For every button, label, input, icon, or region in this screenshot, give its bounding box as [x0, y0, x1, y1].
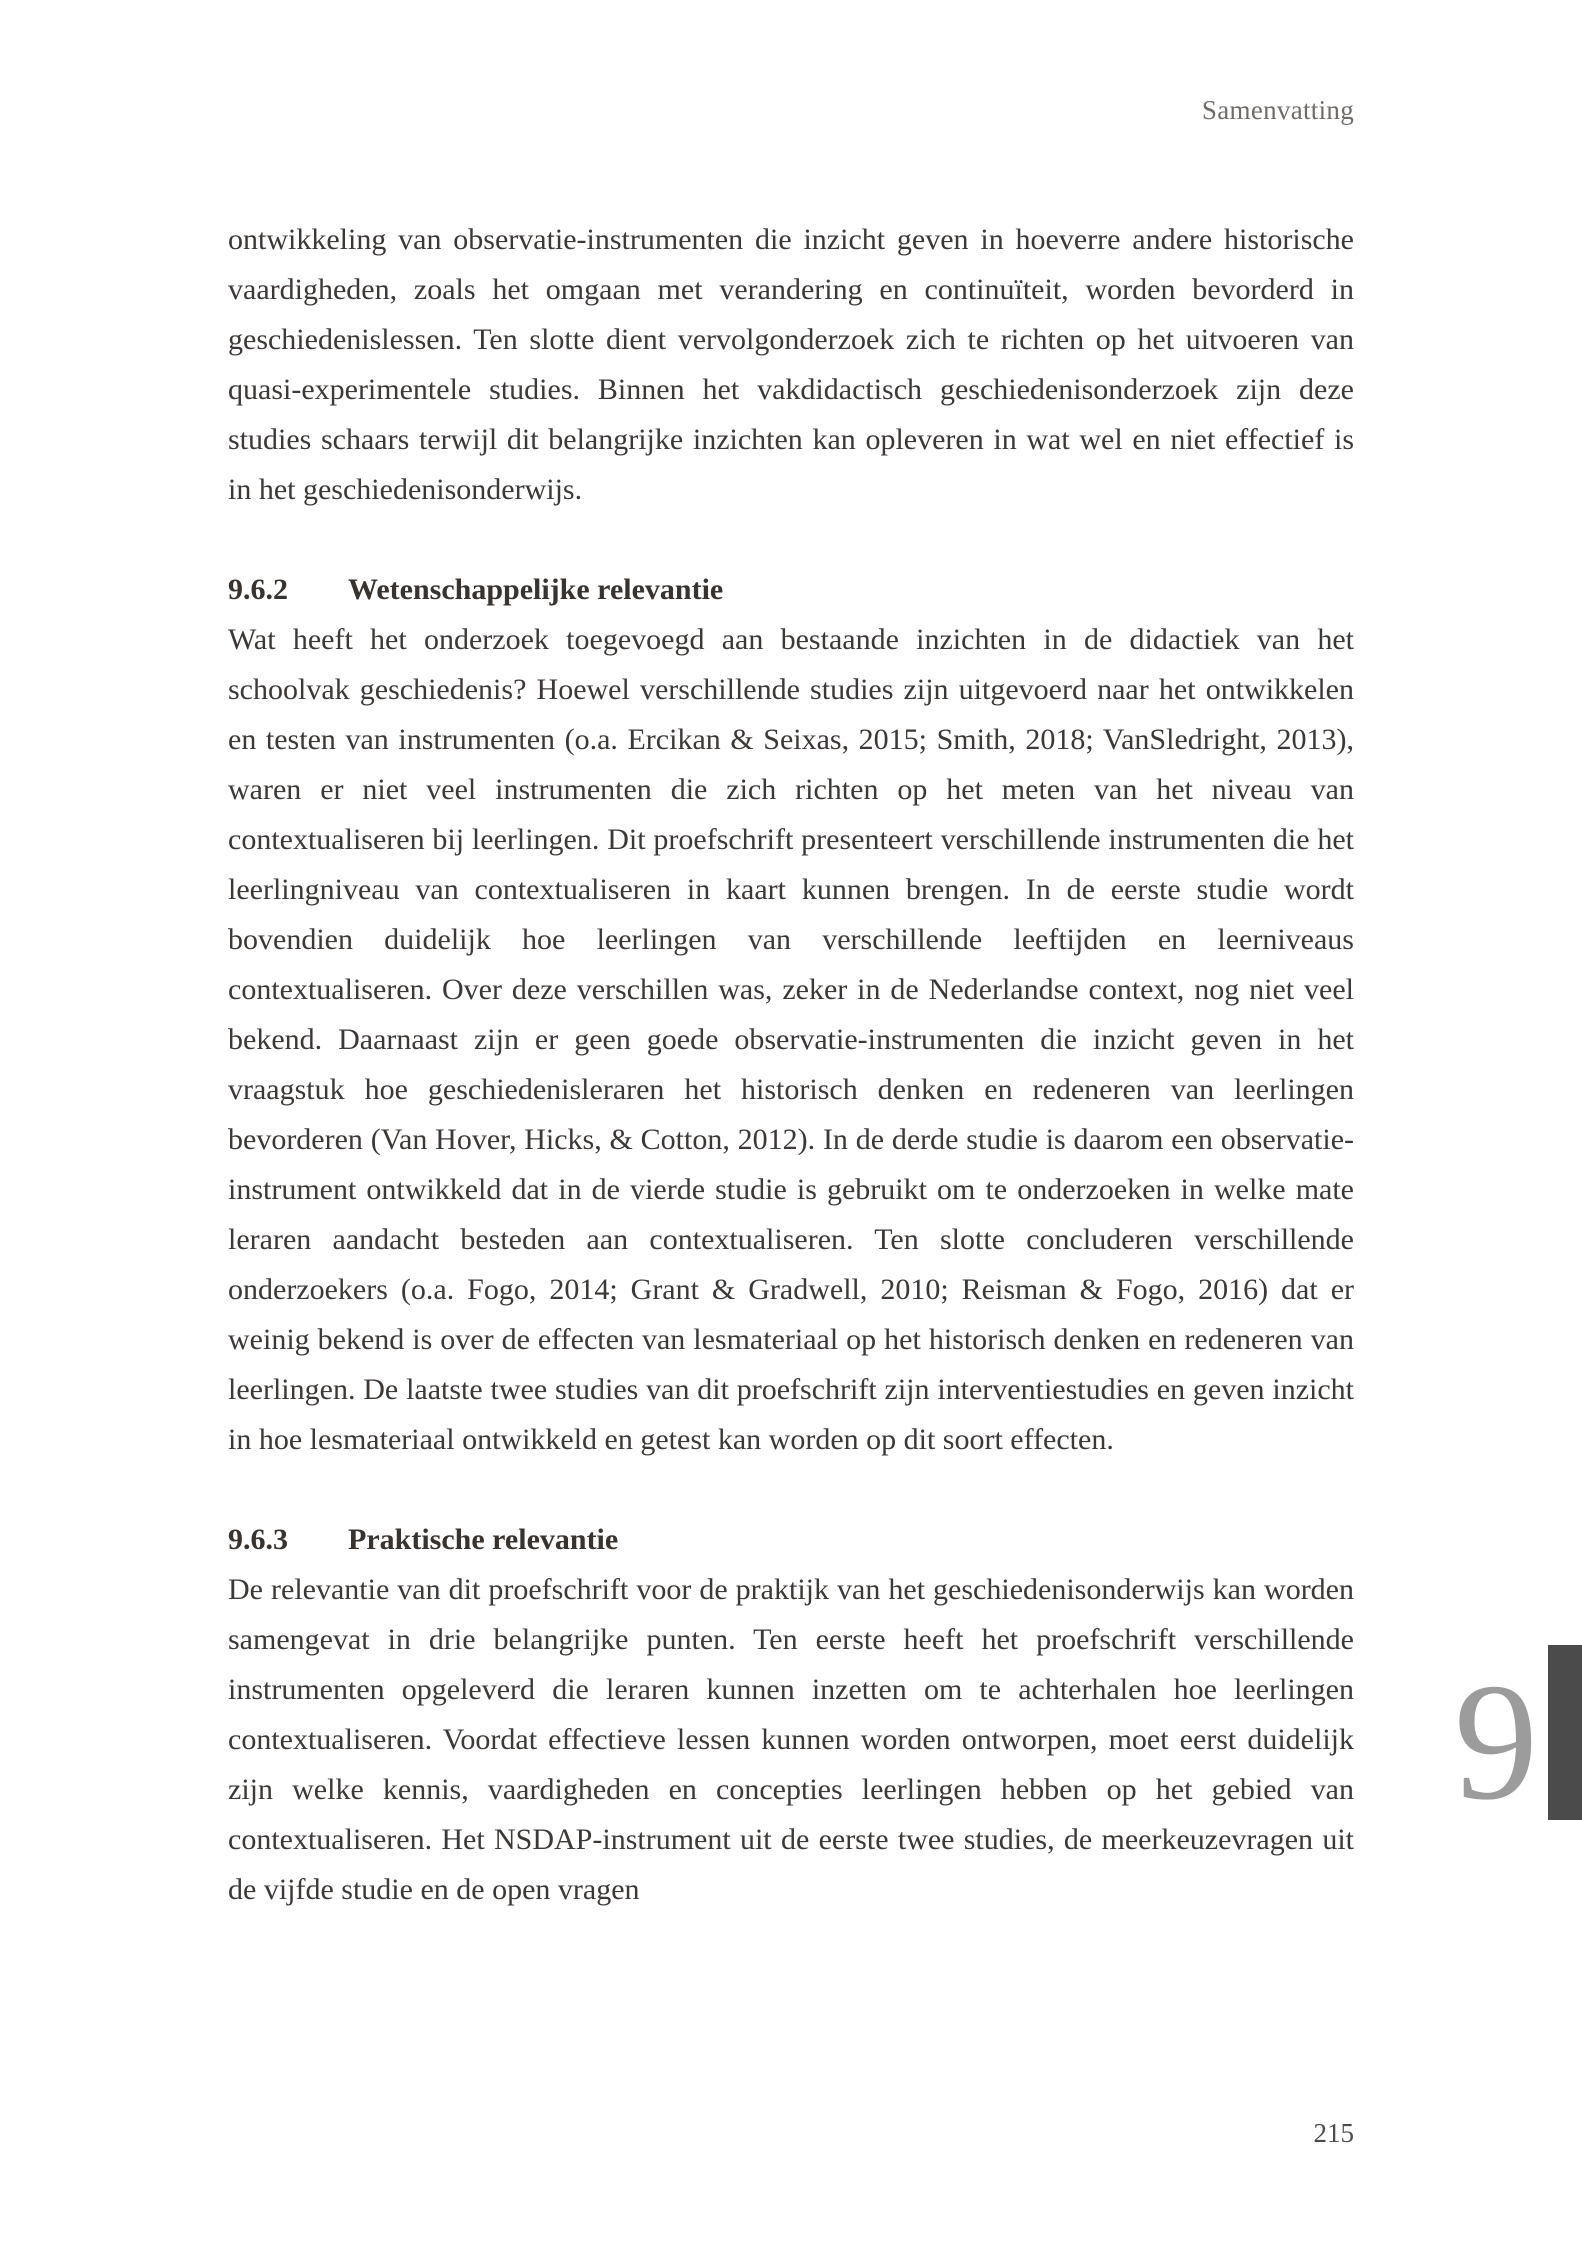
section-heading-963	[228, 1515, 1354, 1565]
page-number: 215	[1313, 2118, 1354, 2148]
chapter-tab-bar	[1548, 1645, 1582, 1820]
section-title: Praktische relevantie	[348, 1523, 619, 1556]
section-962-body: Wat heeft het onderzoek toegevoegd aan bestaande inzichten in de didactiek van het schoolvak geschiedenis? Hoewel verschillende studies zijn uitgevoerd naar het ontwikkelen en testen van instrumenten (o.a. Ercikan & Seixas, 2015; Smith, 2018; VanSledright, 2013), waren er niet veel instrumenten die zich richten op het meten van het niveau van contextualiseren bij leerlingen. Dit proefschrift presenteert verschillende instrumenten die het leerlingniveau van contextualiseren in kaart kunnen brengen. In de eerste studie wordt bovendien duidelijk hoe leerlingen van verschillende leeftijden en leerniveaus contextualiseren. Over deze verschillen was, zeker in de Nederlandse context, nog niet veel bekend. Daarnaast zijn er geen goede observatie-instrumenten die inzicht geven in het vraagstuk hoe geschiedenisleraren het historisch denken en redeneren van leerlingen bevorderen (Van Hover, Hicks, & Cotton, 2012). In de derde studie is daarom een observatie-instrument ontwikkeld dat in de vierde studie is gebruikt om te onderzoeken in welke mate leraren aandacht besteden aan contextualiseren. Ten slotte concluderen verschillende onderzoekers (o.a. Fogo, 2014; Grant & Gradwell, 2010; Reisman & Fogo, 2016) dat er weinig bekend is over de effecten van lesmateriaal op het historisch denken en redeneren van leerlingen. De laatste twee studies van dit proefschrift zijn interventiestudies en geven inzicht in hoe lesmateriaal ontwikkeld en getest kan worden op dit soort effecten.	[228, 623, 1354, 1456]
chapter-tab	[1454, 1645, 1582, 1835]
section-number: 9.6.3	[228, 1523, 288, 1556]
section-heading-962	[228, 565, 1354, 615]
section-963-body: De relevantie van dit proefschrift voor de praktijk van het geschiedenisonderwijs kan worden samengevat in drie belangrijke punten. Ten eerste heeft het proefschrift verschillende instrumenten opgeleverd die leraren kunnen inzetten om te achterhalen hoe leerlingen contextualiseren. Voordat effectieve lessen kunnen worden ontworpen, moet eerst duidelijk zijn welke kennis, vaardigheden en concepties leerlingen hebben op het gebied van contextualiseren. Het NSDAP-instrument uit de eerste twee studies, de meerkeuzevragen uit de vijfde studie en de open vragen	[228, 1573, 1354, 1906]
body-text-column	[228, 215, 1354, 1915]
section-number: 9.6.2	[228, 573, 288, 606]
running-header: Samenvatting	[1201, 95, 1354, 125]
intro-paragraph: ontwikkeling van observatie-instrumenten die inzicht geven in hoeverre andere historische vaardigheden, zoals het omgaan met verandering en continuïteit, worden bevorderd in geschiedenislessen. Ten slotte dient vervolgonderzoek zich te richten op het uitvoeren van quasi-experimentele studies. Binnen het vakdidactisch geschiedenisonderzoek zijn deze studies schaars terwijl dit belangrijke inzichten kan opleveren in wat wel en niet effectief is in het geschiedenisonderwijs.	[228, 223, 1354, 506]
section-title: Wetenschappelijke relevantie	[348, 573, 724, 606]
chapter-number: 9	[1454, 1649, 1538, 1835]
